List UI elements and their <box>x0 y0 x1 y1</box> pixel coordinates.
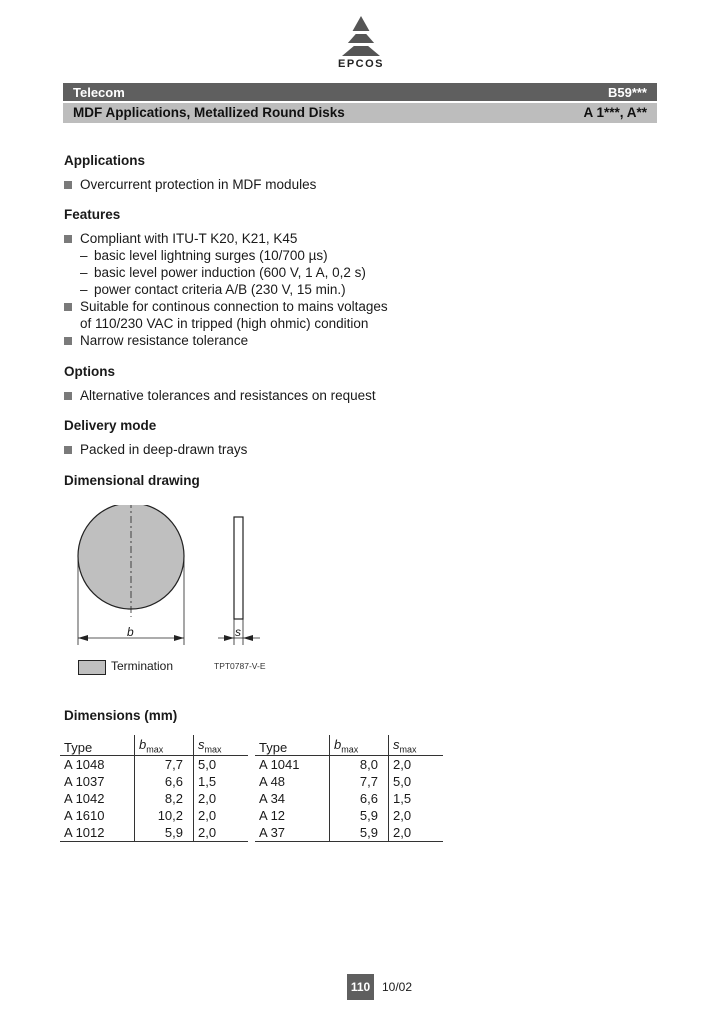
logo-text: EPCOS <box>337 58 384 70</box>
table-row <box>60 790 248 807</box>
features-item-2-line-1: Suitable for continous connection to mains voltages <box>80 299 388 314</box>
legend-swatch <box>78 660 106 675</box>
cell-bmax: 6,6 <box>135 773 194 790</box>
applications-item: Overcurrent protection in MDF modules <box>80 177 317 192</box>
bullet-square-icon <box>64 235 72 243</box>
cell-smax: 2,0 <box>194 824 249 842</box>
cell-smax: 2,0 <box>389 807 444 824</box>
features-item-2-line-2: of 110/230 VAC in tripped (high ohmic) condition <box>80 316 369 331</box>
table-row <box>60 824 248 842</box>
cell-type: A 1042 <box>64 791 105 806</box>
cell-bmax: 5,9 <box>330 807 389 824</box>
table-row <box>255 790 443 807</box>
table-row <box>60 773 248 790</box>
legend-label: Termination <box>111 659 174 673</box>
cell-type: A 1048 <box>64 757 105 772</box>
product-codes: A 1***, A** <box>583 105 647 120</box>
cell-smax: 2,0 <box>194 807 249 824</box>
dimensional-drawing <box>60 505 290 655</box>
cell-type: A 1037 <box>64 774 105 789</box>
dash-marker: – <box>80 248 88 263</box>
dimensions-heading: Dimensions (mm) <box>64 708 178 723</box>
dash-marker: – <box>80 282 88 297</box>
cell-bmax: 7,7 <box>330 773 389 790</box>
dimensions-table-left <box>60 735 248 842</box>
col-type: Type <box>255 735 330 756</box>
dash-marker: – <box>80 265 88 280</box>
cell-type: A 48 <box>259 774 286 789</box>
label-s: s <box>235 625 241 639</box>
label-b: b <box>127 625 134 639</box>
table-row <box>255 756 443 774</box>
header-band-product <box>63 103 657 123</box>
header-band-category <box>63 83 657 101</box>
features-sub-1: basic level lightning surges (10/700 µs) <box>94 248 328 263</box>
figure-id: TPT0787-V-E <box>214 661 266 671</box>
cell-bmax: 8,2 <box>135 790 194 807</box>
table-row <box>255 824 443 842</box>
bullet-square-icon <box>64 181 72 189</box>
table-row <box>255 807 443 824</box>
cell-smax: 1,5 <box>194 773 249 790</box>
cell-bmax: 5,9 <box>330 824 389 842</box>
features-heading: Features <box>64 207 121 222</box>
delivery-heading: Delivery mode <box>64 418 157 433</box>
category-title: Telecom <box>73 85 125 100</box>
bullet-square-icon <box>64 446 72 454</box>
disk-side-view <box>234 517 243 619</box>
series-code: B59*** <box>607 85 647 100</box>
dimensions-table-right <box>255 735 443 842</box>
cell-bmax: 7,7 <box>135 756 194 774</box>
cell-smax: 2,0 <box>389 756 444 774</box>
cell-smax: 5,0 <box>194 756 249 774</box>
drawing-heading: Dimensional drawing <box>64 473 200 488</box>
cell-type: A 37 <box>255 824 330 842</box>
applications-heading: Applications <box>64 153 146 168</box>
cell-type: A 1012 <box>60 824 135 842</box>
bullet-square-icon <box>64 337 72 345</box>
product-title: MDF Applications, Metallized Round Disks <box>73 105 345 120</box>
bullet-square-icon <box>64 392 72 400</box>
cell-smax: 2,0 <box>389 824 444 842</box>
epcos-logo <box>330 14 392 70</box>
cell-bmax: 5,9 <box>135 824 194 842</box>
cell-type: A 1041 <box>259 757 300 772</box>
options-heading: Options <box>64 364 115 379</box>
table-row <box>60 807 248 824</box>
cell-bmax: 6,6 <box>330 790 389 807</box>
col-type: Type <box>60 735 135 756</box>
col-bmax: $b_{max}$ <box>135 735 194 756</box>
cell-type: A 12 <box>259 808 286 823</box>
cell-type: A 1610 <box>64 808 105 823</box>
cell-bmax: 8,0 <box>330 756 389 774</box>
features-sub-2: basic level power induction (600 V, 1 A, 0,2 s) <box>94 265 366 280</box>
features-sub-3: power contact criteria A/B (230 V, 15 min.) <box>94 282 346 297</box>
col-bmax: $b_{max}$ <box>330 735 389 756</box>
cell-type: A 34 <box>259 791 286 806</box>
cell-smax: 1,5 <box>389 790 444 807</box>
delivery-item: Packed in deep-drawn trays <box>80 442 248 457</box>
cell-bmax: 10,2 <box>135 807 194 824</box>
epcos-logo-icon <box>330 14 392 58</box>
table-row <box>60 756 248 774</box>
table-row <box>255 773 443 790</box>
cell-smax: 5,0 <box>389 773 444 790</box>
options-item: Alternative tolerances and resistances on request <box>80 388 376 403</box>
features-item-1: Compliant with ITU-T K20, K21, K45 <box>80 231 298 246</box>
bullet-square-icon <box>64 303 72 311</box>
col-smax: $s_{max}$ <box>389 735 444 756</box>
col-smax: $s_{max}$ <box>194 735 249 756</box>
features-item-3: Narrow resistance tolerance <box>80 333 249 348</box>
issue-date: 10/02 <box>382 980 413 994</box>
page-number: 110 <box>347 974 374 1000</box>
cell-smax: 2,0 <box>194 790 249 807</box>
